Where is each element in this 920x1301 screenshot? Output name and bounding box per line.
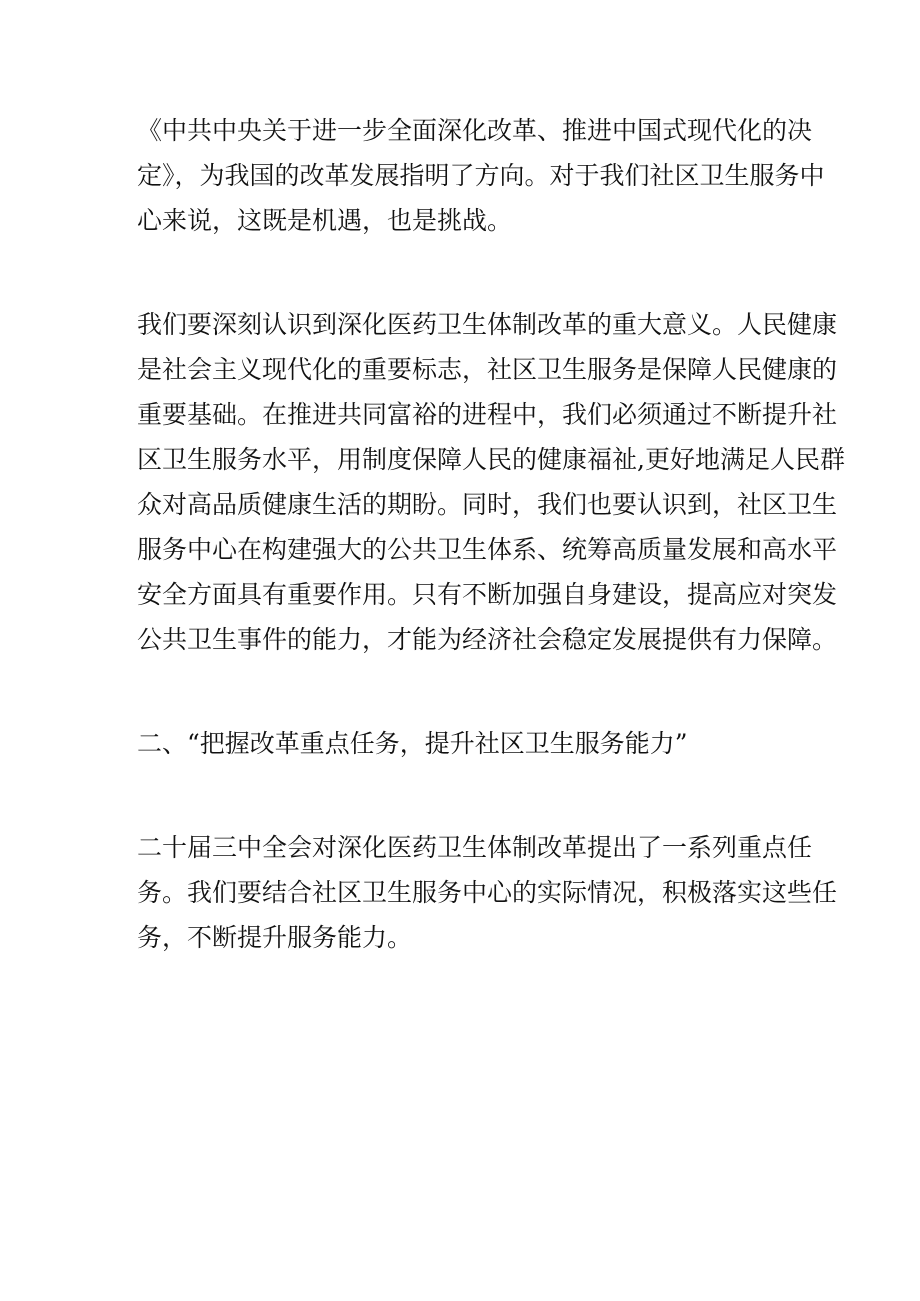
- paragraph-line: 安全方面具有重要作用。只有不断加强自身建设，提高应对突发: [137, 580, 838, 609]
- paragraph-line: 务。我们要结合社区卫生服务中心的实际情况，积极落实这些任: [137, 878, 838, 907]
- paragraph-line: 定》，为我国的改革发展指明了方向。对于我们社区卫生服务中: [137, 161, 825, 190]
- paragraph-line: 公共卫生事件的能力，才能为经济社会稳定发展提供有力保障。: [137, 625, 838, 654]
- paragraph-line: 二十届三中全会对深化医药卫生体制改革提出了一系列重点任: [137, 833, 813, 862]
- paragraph-line: 重要基础。在推进共同富裕的进程中，我们必须通过不断提升社: [137, 400, 838, 429]
- paragraph-line: 是社会主义现代化的重要标志，社区卫生服务是保障人民健康的: [137, 355, 838, 384]
- paragraph-line: 《中共中央关于进一步全面深化改革、推进中国式现代化的决: [137, 116, 813, 145]
- paragraph-line: 服务中心在构建强大的公共卫生体系、统筹高质量发展和高水平: [137, 535, 838, 564]
- section-heading-2: 二、“把握改革重点任务，提升社区卫生服务能力”: [137, 729, 688, 758]
- paragraph-line: 务，不断提升服务能力。: [137, 923, 413, 952]
- paragraph-line: 我们要深刻认识到深化医药卫生体制改革的重大意义。人民健康: [137, 310, 838, 339]
- paragraph-line: 区卫生服务水平，用制度保障人民的健康福祉,更好地满足人民群: [137, 445, 845, 474]
- paragraph-line: 众对高品质健康生活的期盼。同时，我们也要认识到，社区卫生: [137, 490, 838, 519]
- paragraph-line: 心来说，这既是机遇，也是挑战。: [137, 206, 513, 235]
